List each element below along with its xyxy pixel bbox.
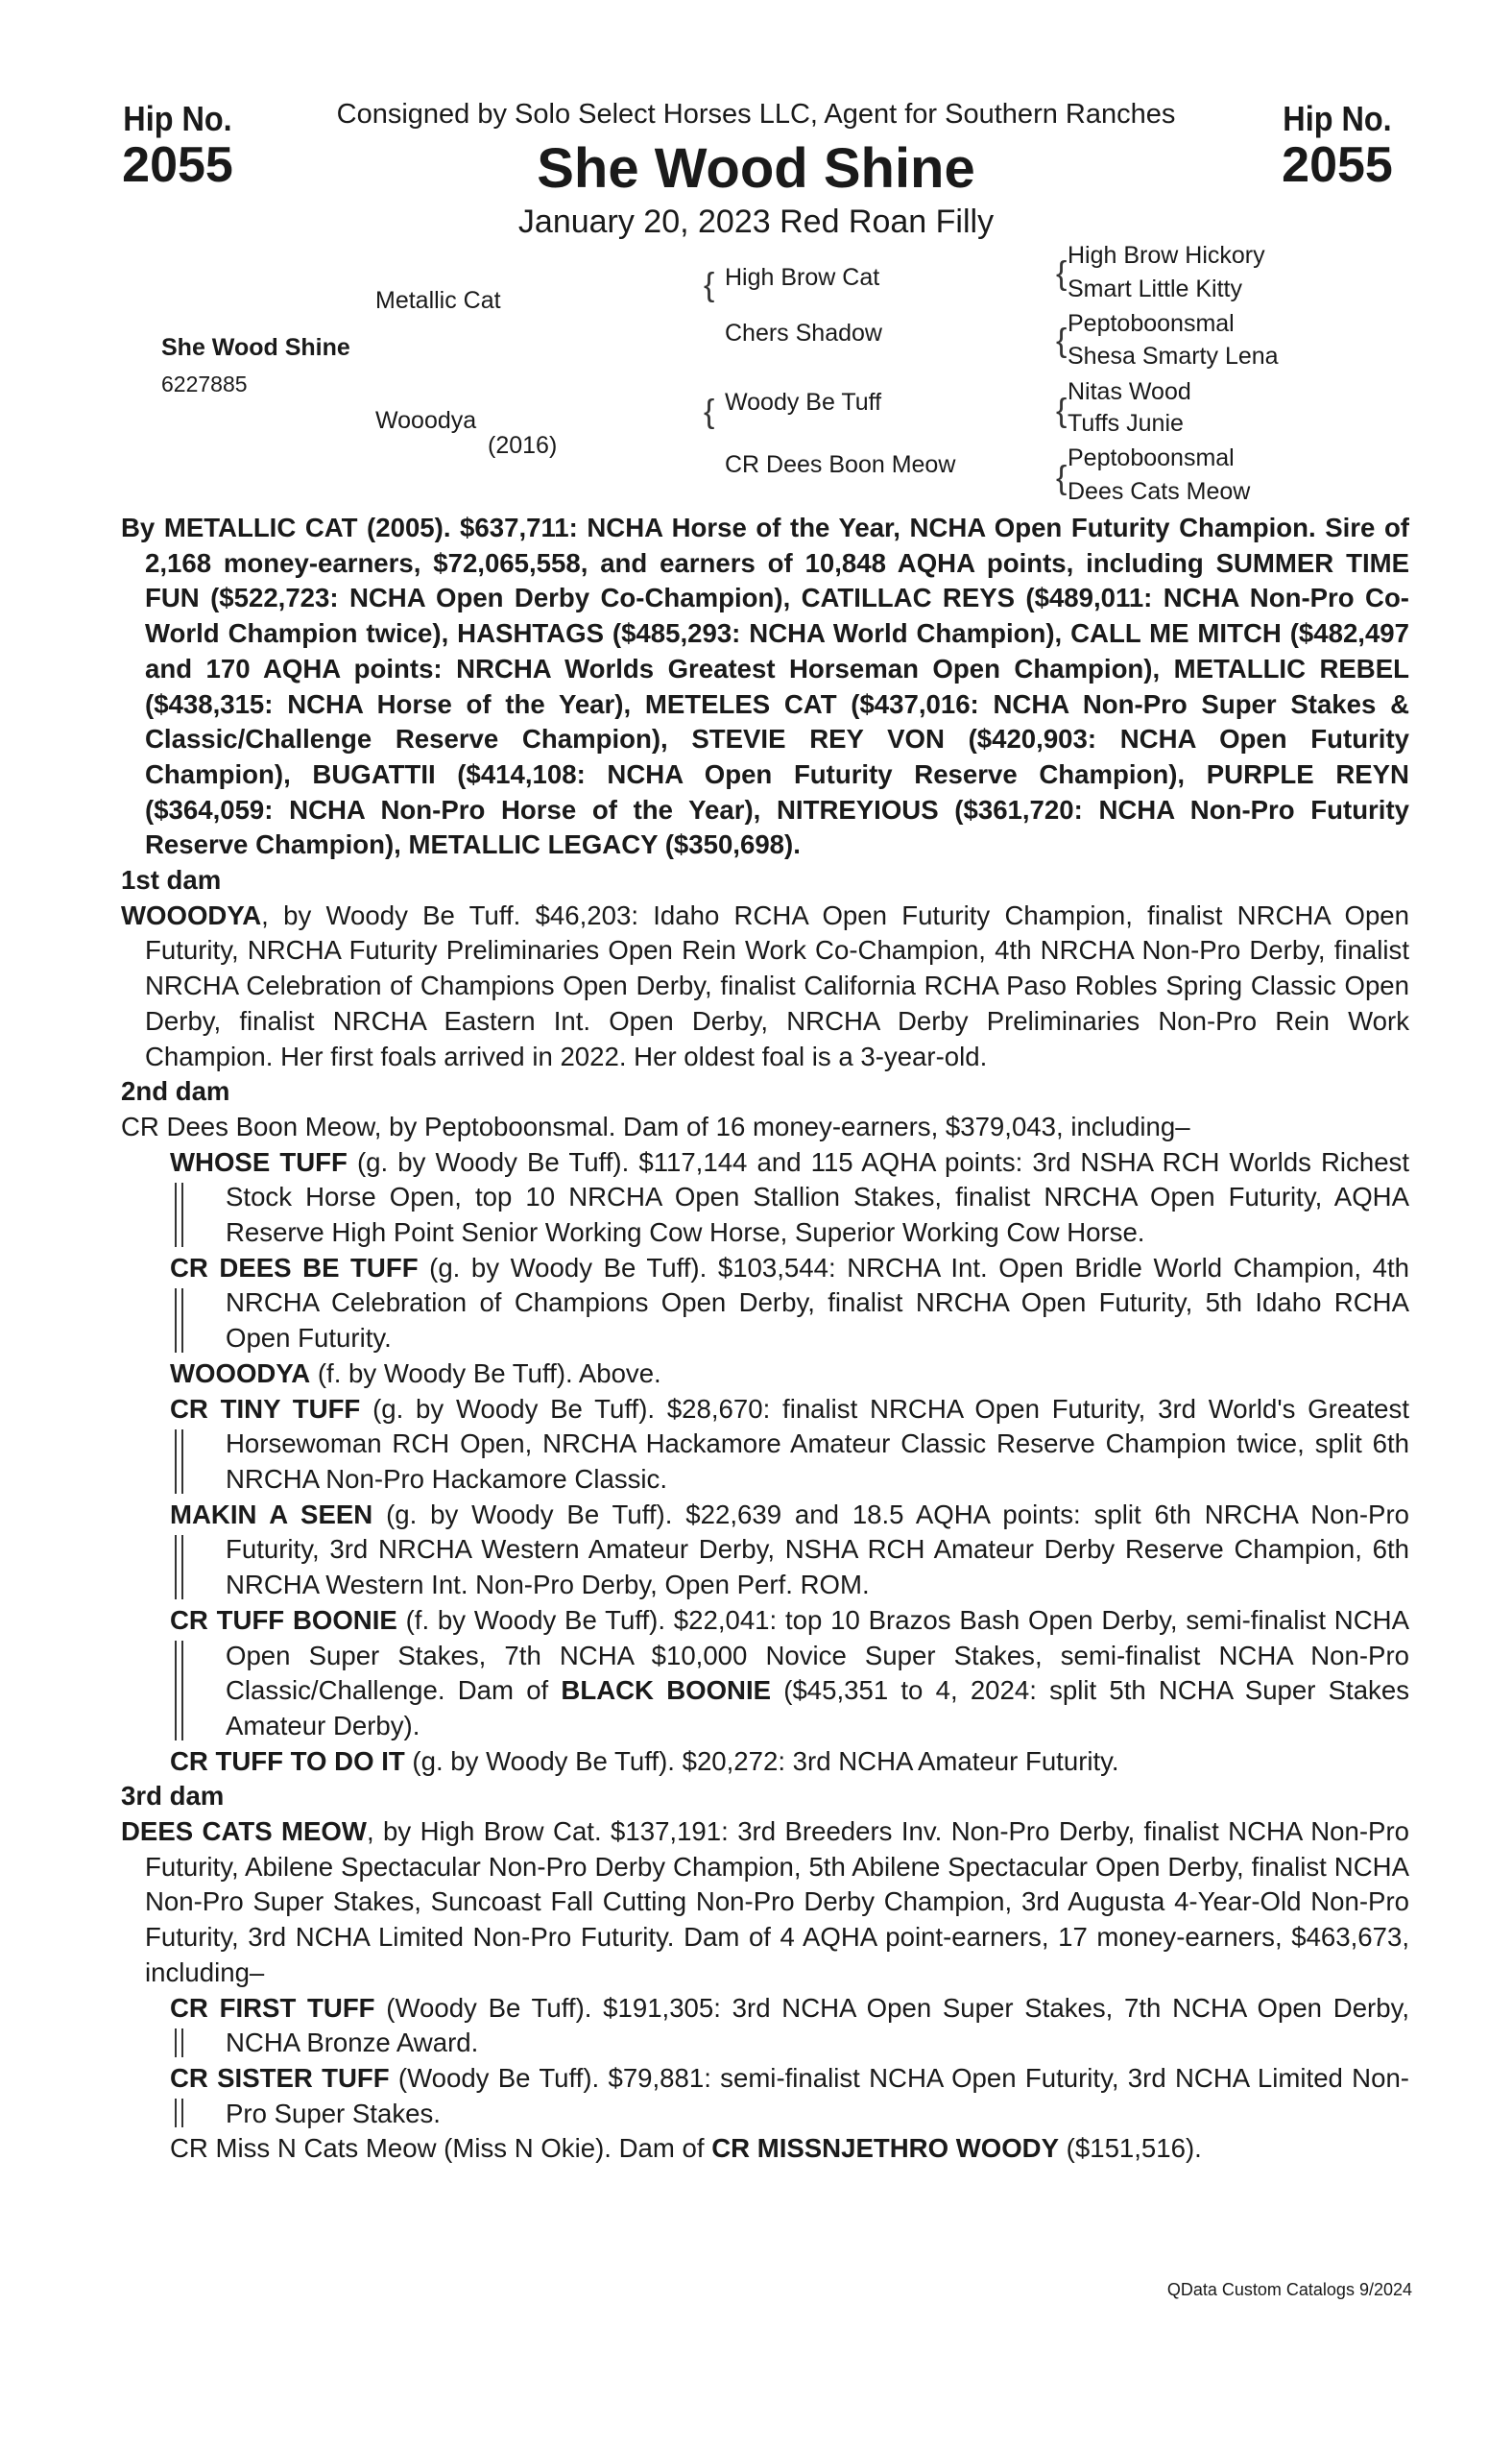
offspring-name: CR SISTER TUFF	[170, 2062, 390, 2093]
first-dam-heading: 1st dam	[121, 865, 222, 896]
dam-text: , by High Brow Cat. $137,191: 3rd Breeders Inv. Non-Pro Derby, finalist NCHA Non-Pro Futurity, Abilene Spectacular Non-Pro Derby Champion, 5th Abilene Spectacular Open Derby, finalist NCHA Non-Pro Super Stakes, Suncoast Fall Cutting Non-Pro Derby Champion, 3rd Augusta 4-Year-Old Non-Pro Futurity, 3rd NCHA Limited Non-Pro Futurity. Dam of 4 AQHA point-earners, 17 money-earners, $463,673, including–	[145, 1816, 1409, 1987]
pedigree-dam-sire: Woody Be Tuff	[725, 389, 882, 416]
offspring-entry	[170, 1498, 1409, 1603]
record-bar-icon	[175, 1183, 183, 1247]
pedigree-sire-sire: High Brow Cat	[725, 264, 880, 291]
brace-icon: {	[1056, 393, 1068, 429]
brace-icon: {	[704, 267, 715, 303]
offspring-text: (Woody Be Tuff). $79,881: semi-finalist NCHA Open Futurity, 3rd NCHA Limited Non-Pro Super Stakes.	[226, 2062, 1409, 2128]
foal-info: January 20, 2023 Red Roan Filly	[517, 204, 995, 240]
offspring-entry	[170, 1356, 1409, 1392]
horse-name: She Wood Shine	[537, 137, 975, 200]
offspring-entry	[170, 1392, 1409, 1498]
offspring-foal-name: BLACK BOONIE	[561, 1675, 772, 1706]
offspring-name: WOOODYA	[170, 1357, 311, 1388]
pedigree-g6: Tuffs Junie	[1068, 410, 1184, 437]
pedigree-dam: Wooodya	[375, 407, 477, 434]
offspring-entry	[170, 1991, 1409, 2061]
record-bar-icon	[175, 2099, 183, 2127]
pedigree-dam-dam: CR Dees Boon Meow	[725, 451, 956, 478]
offspring-entry	[170, 2061, 1409, 2131]
offspring-text: (f. by Woody Be Tuff). Above.	[310, 1357, 661, 1388]
pedigree-g7: Peptoboonsmal	[1068, 444, 1235, 471]
record-bar-icon	[175, 2028, 183, 2057]
dam-text: , by Woody Be Tuff. $46,203: Idaho RCHA Open Futurity Champion, finalist NRCHA Open Futurity, NRCHA Futurity Preliminaries Open Rein Work Co-Champion, 4th NRCHA Non-Pro Derby, finalist NRCHA Celebration of Champions Open Derby, finalist California RCHA Paso Robles Spring Classic Open Derby, finalist NRCHA Eastern Int. Open Derby, NRCHA Derby Preliminaries Non-Pro Rein Work Champion. Her first foals arrived in 2022. Her oldest foal is a 3-year-old.	[145, 900, 1409, 1071]
pedigree-sire-dam: Chers Shadow	[725, 320, 882, 347]
first-dam-paragraph	[121, 899, 1409, 1075]
pedigree-g4: Shesa Smarty Lena	[1068, 343, 1279, 370]
offspring-text: (f. by Woody Be Tuff). $22,041: top 10 Brazos Bash Open Derby, semi-finalist NCHA Open Super Stakes, 7th NCHA $10,000 Novice Super Stakes, semi-finalist NCHA Non-Pro Classic/Challenge. Dam of	[226, 1604, 1409, 1706]
offspring-name: CR TUFF TO DO IT	[170, 1745, 405, 1776]
pedigree-reg-no: 6227885	[161, 372, 248, 396]
pedigree-g3: Peptoboonsmal	[1068, 310, 1235, 337]
offspring-name: CR TINY TUFF	[170, 1393, 361, 1424]
record-bar-icon	[175, 1641, 183, 1740]
pedigree-g5: Nitas Wood	[1068, 378, 1191, 405]
offspring-name: CR FIRST TUFF	[170, 1992, 375, 2023]
offspring-text: (Woody Be Tuff). $191,305: 3rd NCHA Open Super Stakes, 7th NCHA Open Derby, NCHA Bronze Award.	[226, 1992, 1409, 2058]
offspring-foal-text: ($151,516).	[1059, 2133, 1202, 2164]
second-dam-heading: 2nd dam	[121, 1076, 230, 1107]
offspring-text: (g. by Woody Be Tuff). $28,670: finalist NRCHA Open Futurity, 3rd World's Greatest Horsewoman RCH Open, NRCHA Hackamore Amateur Classic Reserve Champion twice, split 6th NRCHA Non-Pro Hackamore Classic.	[226, 1393, 1409, 1494]
catalog-body	[121, 511, 1409, 2167]
pedigree-g2: Smart Little Kitty	[1068, 276, 1242, 302]
brace-icon: {	[704, 394, 715, 430]
offspring-entry	[170, 1603, 1409, 1744]
offspring-entry	[170, 1744, 1409, 1780]
offspring-foal-text: ($45,351 to 4, 2024: split 5th NCHA Super Stakes Amateur Derby).	[226, 1675, 1409, 1740]
pedigree-subject: She Wood Shine	[161, 334, 350, 361]
record-bar-icon	[175, 1535, 183, 1599]
offspring-text: (g. by Woody Be Tuff). $22,639 and 18.5 AQHA points: split 6th NRCHA Non-Pro Futurity, 3rd NRCHA Western Amateur Derby, NSHA RCH Amateur Derby Reserve Champion, 6th NRCHA Western Int. Non-Pro Derby, Open Perf. ROM.	[226, 1499, 1409, 1600]
third-dam-heading: 3rd dam	[121, 1781, 225, 1812]
offspring-entry	[170, 2131, 1409, 2167]
dam-name: WOOODYA	[121, 900, 262, 930]
dam-name: DEES CATS MEOW	[121, 1816, 367, 1847]
hip-label: Hip No.	[123, 99, 232, 138]
offspring-entry	[170, 1251, 1409, 1356]
offspring-name: CR TUFF BOONIE	[170, 1604, 397, 1635]
offspring-text: (g. by Woody Be Tuff). $20,272: 3rd NCHA Amateur Futurity.	[404, 1745, 1119, 1776]
record-bar-icon	[175, 1288, 183, 1353]
consigner: Consigned by Solo Select Horses LLC, Agent for Southern Ranches	[336, 99, 1176, 130]
offspring-name: MAKIN A SEEN	[170, 1499, 373, 1529]
offspring-foal-name: CR MISSNJETHRO WOODY	[711, 2133, 1060, 2164]
pedigree-dam-year: (2016)	[488, 432, 558, 459]
hip-number: 2055	[122, 137, 233, 193]
sire-paragraph: By METALLIC CAT (2005). $637,711: NCHA Horse of the Year, NCHA Open Futurity Champion. Sire of 2,168 money-earners, $72,065,558, and earners of 10,848 AQHA points, including SUMMER TIME FUN ($522,723: NCHA Open Derby Co-Champion), CATILLAC REYS ($489,011: NCHA Non-Pro Co-World Champion twice), HASHTAGS ($485,293: NCHA World Champion), CALL ME MITCH ($482,497 and 170 AQHA points: NRCHA Worlds Greatest Horseman Open Champion), METALLIC REBEL ($438,315: NCHA Horse of the Year), METELES CAT ($437,016: NCHA Non-Pro Super Stakes & Classic/Challenge Reserve Champion), STEVIE REY VON ($420,903: NCHA Open Futurity Champion), BUGATTII ($414,108: NCHA Open Futurity Reserve Champion), PURPLE REYN ($364,059: NCHA Non-Pro Horse of the Year), NITREYIOUS ($361,720: NCHA Non-Pro Futurity Reserve Champion), METALLIC LEGACY ($350,698).	[121, 513, 1409, 860]
offspring-name: WHOSE TUFF	[170, 1146, 348, 1177]
offspring-text: (g. by Woody Be Tuff). $103,544: NRCHA Int. Open Bridle World Champion, 4th NRCHA Celebration of Champions Open Derby, finalist NRCHA Open Futurity, 5th Idaho RCHA Open Futurity.	[226, 1252, 1409, 1354]
brace-icon: {	[1056, 323, 1068, 359]
pedigree-sire: Metallic Cat	[375, 287, 501, 314]
brace-icon: {	[1056, 255, 1068, 292]
brace-icon: {	[1056, 460, 1068, 496]
offspring-text: CR Miss N Cats Meow (Miss N Okie). Dam of	[170, 2133, 712, 2164]
pedigree-g8: Dees Cats Meow	[1068, 478, 1251, 505]
offspring-name: CR DEES BE TUFF	[170, 1252, 419, 1283]
offspring-text: (g. by Woody Be Tuff). $117,144 and 115 AQHA points: 3rd NSHA RCH Worlds Richest Stock Horse Open, top 10 NRCHA Open Stallion Stakes, finalist NRCHA Open Futurity, AQHA Reserve High Point Senior Working Cow Horse, Superior Working Cow Horse.	[226, 1146, 1410, 1248]
offspring-entry	[170, 1145, 1409, 1251]
hip-number: 2055	[1282, 137, 1393, 193]
second-dam-intro: CR Dees Boon Meow, by Peptoboonsmal. Dam of 16 money-earners, $379,043, including–	[121, 1111, 1190, 1141]
pedigree-g1: High Brow Hickory	[1068, 242, 1265, 269]
record-bar-icon	[175, 1429, 183, 1494]
third-dam-paragraph	[121, 1814, 1409, 1991]
footer-credit: QData Custom Catalogs 9/2024	[1166, 2280, 1412, 2299]
hip-label: Hip No.	[1283, 99, 1392, 138]
